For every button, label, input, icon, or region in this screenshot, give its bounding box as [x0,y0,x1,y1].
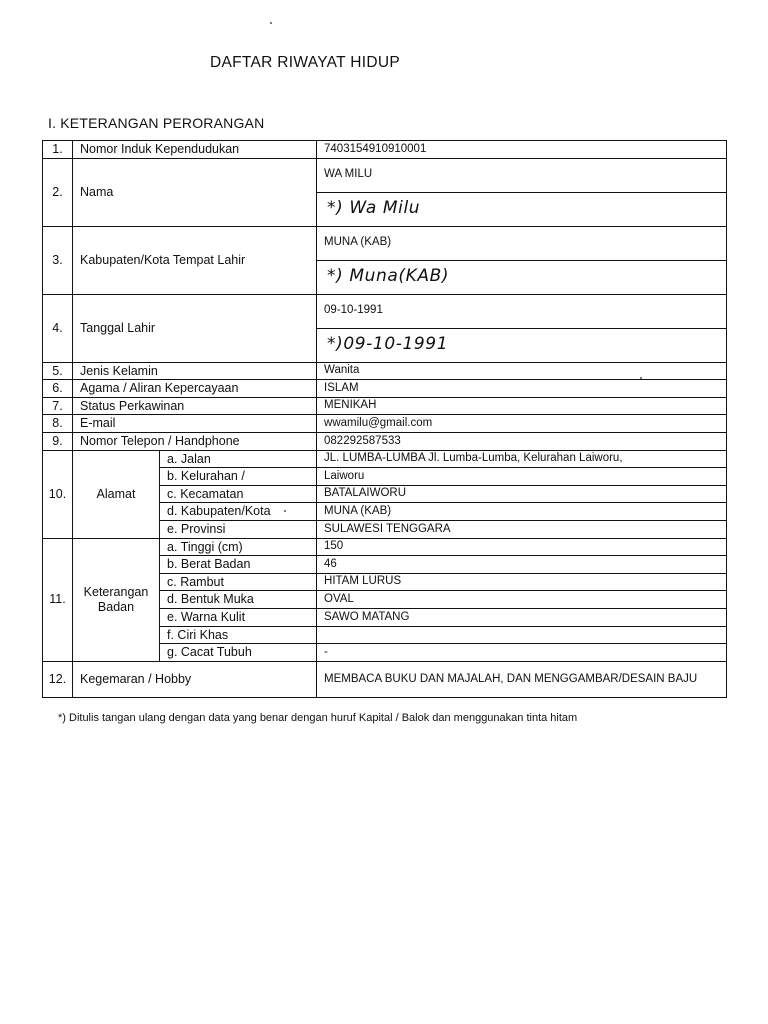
field-value: SAWO MATANG [317,608,727,626]
field-label: Jenis Kelamin [73,362,317,380]
table-row [43,450,727,468]
row-number: 9. [43,432,73,450]
subfield-label: b. Kelurahan / [160,468,317,486]
field-value: 09-10-1991 [317,294,727,328]
subfield-label: d. Bentuk Muka [160,591,317,609]
field-value: MENIKAH [317,397,727,415]
subfield-label: b. Berat Badan [160,556,317,574]
subfield-label: c. Rambut [160,573,317,591]
field-value: WA MILU [317,158,727,192]
section-heading: I. KETERANGAN PERORANGAN [48,115,265,131]
field-value: ISLAM [317,380,727,398]
field-label: Nama [73,158,317,226]
row-number: 10. [43,450,73,538]
scan-speck [640,377,642,379]
field-value: wwamilu@gmail.com [317,415,727,433]
scan-speck [270,22,272,24]
field-label: Tanggal Lahir [73,294,317,362]
field-label: E-mail [73,415,317,433]
biodata-table [42,140,727,698]
table-row [43,380,727,398]
row-number: 5. [43,362,73,380]
field-value: - [317,644,727,662]
table-row [43,158,727,192]
field-label: Agama / Aliran Kepercayaan [73,380,317,398]
field-value: 150 [317,538,727,556]
table-row [43,226,727,260]
subfield-label: d. Kabupaten/Kota [160,503,317,521]
subfield-label: g. Cacat Tubuh [160,644,317,662]
field-label: Kegemaran / Hobby [73,661,317,697]
field-value: 46 [317,556,727,574]
row-number: 1. [43,141,73,159]
row-number: 6. [43,380,73,398]
row-number: 4. [43,294,73,362]
field-value: MEMBACA BUKU DAN MAJALAH, DAN MENGGAMBAR/DESAIN BAJU [317,661,727,697]
subfield-label: a. Jalan [160,450,317,468]
table-row [43,661,727,697]
field-label: Nomor Induk Kependudukan [73,141,317,159]
row-number: 3. [43,226,73,294]
subfield-label: f. Ciri Khas [160,626,317,644]
scan-speck [284,510,286,512]
handwritten-value: *) Wa Milu [317,192,727,226]
footnote: *) Ditulis tangan ulang dengan data yang benar dengan huruf Kapital / Balok dan menggunakan tinta hitam [58,712,578,724]
field-value: HITAM LURUS [317,573,727,591]
field-value: MUNA (KAB) [317,503,727,521]
field-label: Nomor Telepon / Handphone [73,432,317,450]
document-title: DAFTAR RIWAYAT HIDUP [210,54,400,71]
field-value: 7403154910910001 [317,141,727,159]
field-value: JL. LUMBA-LUMBA Jl. Lumba-Lumba, Kelurahan Laiworu, [317,450,727,468]
field-value [317,626,727,644]
subfield-label: e. Warna Kulit [160,608,317,626]
table-row [43,538,727,556]
table-row [43,362,727,380]
table-row [43,415,727,433]
row-number: 8. [43,415,73,433]
subfield-label: c. Kecamatan [160,485,317,503]
subfield-label: a. Tinggi (cm) [160,538,317,556]
row-number: 7. [43,397,73,415]
field-value: Wanita [317,362,727,380]
field-label: Status Perkawinan [73,397,317,415]
field-label: Kabupaten/Kota Tempat Lahir [73,226,317,294]
field-value: Laiworu [317,468,727,486]
table-row [43,141,727,159]
table-row [43,397,727,415]
subfield-label: e. Provinsi [160,520,317,538]
field-value: OVAL [317,591,727,609]
table-row [43,294,727,328]
group-label: Keterangan Badan [73,538,160,661]
field-value: MUNA (KAB) [317,226,727,260]
row-number: 2. [43,158,73,226]
row-number: 12. [43,661,73,697]
table-row [43,432,727,450]
field-value: 082292587533 [317,432,727,450]
row-number: 11. [43,538,73,661]
group-label: Alamat [73,450,160,538]
field-value: BATALAIWORU [317,485,727,503]
handwritten-value: *)09-10-1991 [317,328,727,362]
handwritten-value: *) Muna(KAB) [317,260,727,294]
field-value: SULAWESI TENGGARA [317,520,727,538]
